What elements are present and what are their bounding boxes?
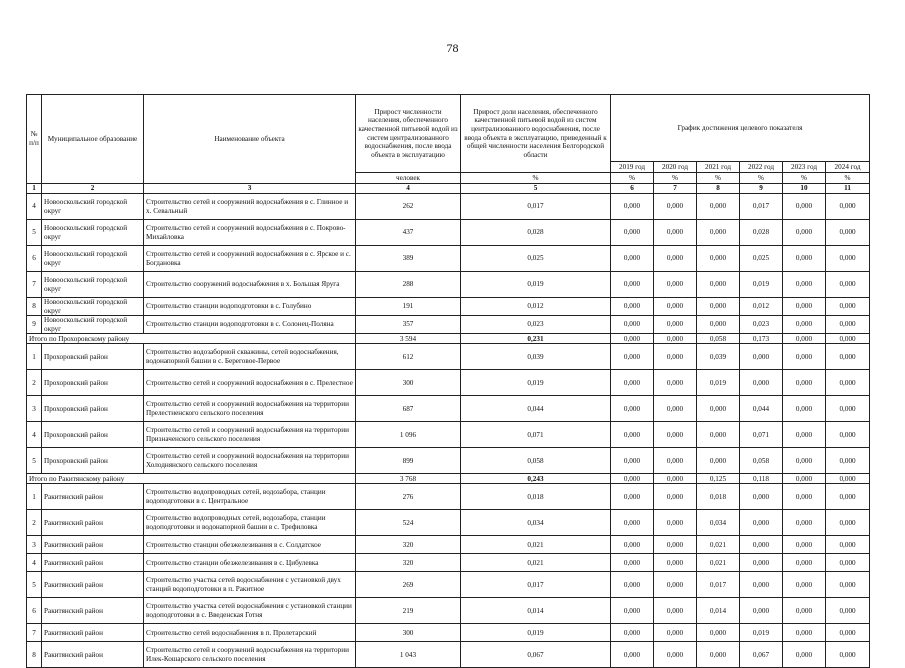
municipality-cell: Ракитянский район (42, 598, 144, 624)
object-name-cell: Строительство водопроводных сетей, водозабора, станции водоподготовки и водонапорной башни в с. Трефиловка (144, 510, 356, 536)
share-growth-cell: 0,017 (461, 572, 611, 598)
row-number: 7 (27, 624, 42, 642)
unit-percent: % (783, 173, 826, 184)
object-name-cell: Строительство сетей водоснабжения в п. Пролетарский (144, 624, 356, 642)
municipality-cell: Прохоровский район (42, 448, 144, 474)
year-value-cell: 0,000 (611, 344, 654, 370)
unit-people: человек (356, 173, 461, 184)
year-value-cell: 0,000 (697, 246, 740, 272)
municipality-cell: Ракитянский район (42, 510, 144, 536)
year-value-cell: 0,000 (697, 448, 740, 474)
year-value-cell: 0,000 (783, 298, 826, 316)
table-row (27, 448, 870, 474)
municipality-cell: Ракитянский район (42, 642, 144, 668)
population-growth-cell: 276 (356, 484, 461, 510)
object-name-cell: Строительство сетей и сооружений водоснабжения в с. Ярское и с. Богдановка (144, 246, 356, 272)
year-value-cell: 0,000 (826, 194, 870, 220)
year-value-cell: 0,000 (740, 598, 783, 624)
total-label: Итого по Прохоровскому району (27, 334, 356, 344)
object-name-cell: Строительство сетей и сооружений водоснабжения на территории Прелестненского сельского поселения (144, 396, 356, 422)
year-value-cell: 0,017 (740, 194, 783, 220)
year-value-cell: 0,000 (783, 316, 826, 334)
year-value-cell: 0,014 (697, 598, 740, 624)
year-value-cell: 0,000 (697, 272, 740, 298)
year-value-cell: 0,000 (740, 572, 783, 598)
share-growth-cell: 0,018 (461, 484, 611, 510)
table-row (27, 422, 870, 448)
year-value-cell: 0,000 (783, 642, 826, 668)
table-row (27, 298, 870, 316)
population-growth-cell: 300 (356, 370, 461, 396)
year-value-cell: 0,000 (826, 536, 870, 554)
year-value-cell: 0,000 (783, 510, 826, 536)
population-growth-cell: 389 (356, 246, 461, 272)
row-number: 3 (27, 536, 42, 554)
table-row (27, 572, 870, 598)
municipality-cell: Прохоровский район (42, 344, 144, 370)
total-year-value: 0,118 (740, 474, 783, 484)
total-year-value: 0,058 (697, 334, 740, 344)
year-value-cell: 0,071 (740, 422, 783, 448)
total-year-value: 0,000 (826, 334, 870, 344)
year-value-cell: 0,000 (611, 422, 654, 448)
table-row (27, 246, 870, 272)
year-value-cell: 0,000 (611, 298, 654, 316)
year-value-cell: 0,000 (654, 624, 697, 642)
share-growth-cell: 0,067 (461, 642, 611, 668)
year-value-cell: 0,000 (697, 194, 740, 220)
municipality-cell: Новооскольский городской округ (42, 246, 144, 272)
year-value-cell: 0,000 (783, 624, 826, 642)
municipality-cell: Прохоровский район (42, 422, 144, 448)
year-value-cell: 0,000 (654, 642, 697, 668)
unit-percent: % (654, 173, 697, 184)
year-value-cell: 0,000 (654, 194, 697, 220)
year-value-cell: 0,000 (826, 246, 870, 272)
year-value-cell: 0,000 (826, 344, 870, 370)
year-value-cell: 0,000 (783, 484, 826, 510)
population-growth-cell: 219 (356, 598, 461, 624)
total-share: 0,231 (461, 334, 611, 344)
year-value-cell: 0,021 (697, 554, 740, 572)
share-growth-cell: 0,034 (461, 510, 611, 536)
row-number: 5 (27, 220, 42, 246)
total-year-value: 0,000 (611, 474, 654, 484)
year-value-cell: 0,000 (611, 484, 654, 510)
year-value-cell: 0,000 (654, 598, 697, 624)
table-row (27, 272, 870, 298)
share-growth-cell: 0,017 (461, 194, 611, 220)
population-growth-cell: 524 (356, 510, 461, 536)
column-number: 5 (461, 184, 611, 194)
year-value-cell: 0,000 (654, 298, 697, 316)
year-value-cell: 0,000 (826, 598, 870, 624)
year-value-cell: 0,000 (654, 536, 697, 554)
year-value-cell: 0,000 (783, 554, 826, 572)
total-label: Итого по Ракитянскому району (27, 474, 356, 484)
year-value-cell: 0,000 (611, 194, 654, 220)
year-value-cell: 0,000 (611, 536, 654, 554)
row-number: 6 (27, 246, 42, 272)
year-value-cell: 0,000 (783, 272, 826, 298)
year-value-cell: 0,000 (783, 598, 826, 624)
total-population: 3 768 (356, 474, 461, 484)
year-value-cell: 0,000 (654, 246, 697, 272)
population-growth-cell: 612 (356, 344, 461, 370)
total-row (27, 474, 870, 484)
column-number: 7 (654, 184, 697, 194)
year-value-cell: 0,000 (783, 220, 826, 246)
header-year: 2021 год (697, 162, 740, 173)
total-year-value: 0,000 (783, 334, 826, 344)
row-number: 1 (27, 484, 42, 510)
population-growth-cell: 357 (356, 316, 461, 334)
column-number: 3 (144, 184, 356, 194)
header-num: № п/п (27, 95, 42, 184)
year-value-cell: 0,000 (654, 272, 697, 298)
year-value-cell: 0,000 (783, 194, 826, 220)
row-number: 8 (27, 298, 42, 316)
target-indicator-table (26, 94, 870, 668)
year-value-cell: 0,000 (826, 510, 870, 536)
row-number: 2 (27, 510, 42, 536)
year-value-cell: 0,000 (826, 316, 870, 334)
share-growth-cell: 0,023 (461, 316, 611, 334)
column-number: 1 (27, 184, 42, 194)
year-value-cell: 0,000 (611, 220, 654, 246)
table-row (27, 624, 870, 642)
row-number: 4 (27, 194, 42, 220)
year-value-cell: 0,000 (697, 642, 740, 668)
municipality-cell: Прохоровский район (42, 370, 144, 396)
table-row (27, 344, 870, 370)
municipality-cell: Новооскольский городской округ (42, 272, 144, 298)
header-population-growth: Прирост численности населения, обеспеченного качественной питьевой водой из систем централизованного водоснабжения, после ввода объекта в эксплуатацию (356, 95, 461, 173)
year-value-cell: 0,000 (654, 370, 697, 396)
municipality-cell: Новооскольский городской округ (42, 298, 144, 316)
object-name-cell: Строительство участка сетей водоснабжения с установкой двух станций водоподготовки в п. Ракитное (144, 572, 356, 598)
table-row (27, 194, 870, 220)
total-year-value: 0,000 (654, 474, 697, 484)
municipality-cell: Прохоровский район (42, 396, 144, 422)
table-row (27, 536, 870, 554)
year-value-cell: 0,028 (740, 220, 783, 246)
row-number: 4 (27, 554, 42, 572)
year-value-cell: 0,000 (611, 624, 654, 642)
year-value-cell: 0,000 (611, 396, 654, 422)
municipality-cell: Ракитянский район (42, 572, 144, 598)
year-value-cell: 0,000 (826, 642, 870, 668)
row-number: 3 (27, 396, 42, 422)
table-row (27, 316, 870, 334)
population-growth-cell: 899 (356, 448, 461, 474)
year-value-cell: 0,000 (740, 484, 783, 510)
year-value-cell: 0,000 (611, 598, 654, 624)
page-number: 78 (446, 41, 459, 55)
year-value-cell: 0,000 (826, 554, 870, 572)
population-growth-cell: 288 (356, 272, 461, 298)
column-number: 8 (697, 184, 740, 194)
year-value-cell: 0,000 (783, 344, 826, 370)
year-value-cell: 0,044 (740, 396, 783, 422)
year-value-cell: 0,000 (783, 370, 826, 396)
share-growth-cell: 0,025 (461, 246, 611, 272)
year-value-cell: 0,000 (826, 370, 870, 396)
year-value-cell: 0,000 (654, 448, 697, 474)
total-year-value: 0,173 (740, 334, 783, 344)
year-value-cell: 0,000 (697, 298, 740, 316)
table-row (27, 370, 870, 396)
municipality-cell: Новооскольский городской округ (42, 220, 144, 246)
year-value-cell: 0,000 (826, 572, 870, 598)
population-growth-cell: 1 096 (356, 422, 461, 448)
column-number: 9 (740, 184, 783, 194)
year-value-cell: 0,000 (611, 554, 654, 572)
population-growth-cell: 320 (356, 554, 461, 572)
year-value-cell: 0,000 (654, 316, 697, 334)
share-growth-cell: 0,044 (461, 396, 611, 422)
year-value-cell: 0,000 (826, 298, 870, 316)
share-growth-cell: 0,071 (461, 422, 611, 448)
unit-percent: % (611, 173, 654, 184)
share-growth-cell: 0,021 (461, 554, 611, 572)
population-growth-cell: 269 (356, 572, 461, 598)
year-value-cell: 0,000 (654, 422, 697, 448)
year-value-cell: 0,000 (826, 220, 870, 246)
year-value-cell: 0,000 (611, 272, 654, 298)
total-year-value: 0,125 (697, 474, 740, 484)
year-value-cell: 0,000 (826, 624, 870, 642)
object-name-cell: Строительство сетей и сооружений водоснабжения в с. Покрово-Михайловка (144, 220, 356, 246)
header-year: 2022 год (740, 162, 783, 173)
column-number: 6 (611, 184, 654, 194)
population-growth-cell: 437 (356, 220, 461, 246)
population-growth-cell: 1 043 (356, 642, 461, 668)
municipality-cell: Ракитянский район (42, 536, 144, 554)
unit-percent: % (697, 173, 740, 184)
year-value-cell: 0,000 (654, 344, 697, 370)
year-value-cell: 0,023 (740, 316, 783, 334)
row-number: 9 (27, 316, 42, 334)
year-value-cell: 0,000 (697, 316, 740, 334)
year-value-cell: 0,000 (783, 536, 826, 554)
year-value-cell: 0,000 (783, 246, 826, 272)
year-value-cell: 0,000 (740, 536, 783, 554)
header-object-name: Наименование объекта (144, 95, 356, 184)
year-value-cell: 0,000 (611, 370, 654, 396)
table-row (27, 396, 870, 422)
year-value-cell: 0,000 (654, 572, 697, 598)
object-name-cell: Строительство станции водоподготовки в с. Солонец-Поляна (144, 316, 356, 334)
year-value-cell: 0,000 (611, 642, 654, 668)
header-share-growth: Прирост доли населения, обеспеченного качественной питьевой водой из систем централизованного водоснабжения, после ввода объекта в эксплуатацию, приведенный к общей численности населения Белгородской области (461, 95, 611, 173)
year-value-cell: 0,000 (611, 572, 654, 598)
municipality-cell: Ракитянский район (42, 554, 144, 572)
object-name-cell: Строительство сетей и сооружений водоснабжения на территории Илек-Кошарского сельского поселения (144, 642, 356, 668)
year-value-cell: 0,000 (826, 272, 870, 298)
object-name-cell: Строительство участка сетей водоснабжения с установкой станции водоподготовки в с. Введенская Готня (144, 598, 356, 624)
header-year: 2024 год (826, 162, 870, 173)
column-number-row (27, 184, 870, 194)
row-number: 6 (27, 598, 42, 624)
total-year-value: 0,000 (654, 334, 697, 344)
total-row (27, 334, 870, 344)
object-name-cell: Строительство водозаборной скважины, сетей водоснабжения, водонапорной башни в с. Береговое-Первое (144, 344, 356, 370)
year-value-cell: 0,019 (697, 370, 740, 396)
object-name-cell: Строительство станции обезжелезивания в с. Цибулевка (144, 554, 356, 572)
share-growth-cell: 0,012 (461, 298, 611, 316)
year-value-cell: 0,000 (697, 422, 740, 448)
year-value-cell: 0,000 (740, 510, 783, 536)
share-growth-cell: 0,014 (461, 598, 611, 624)
year-value-cell: 0,000 (697, 624, 740, 642)
row-number: 2 (27, 370, 42, 396)
column-number: 4 (356, 184, 461, 194)
table-row (27, 642, 870, 668)
row-number: 4 (27, 422, 42, 448)
header-year: 2023 год (783, 162, 826, 173)
year-value-cell: 0,000 (611, 246, 654, 272)
total-share: 0,243 (461, 474, 611, 484)
municipality-cell: Новооскольский городской округ (42, 194, 144, 220)
year-value-cell: 0,039 (697, 344, 740, 370)
row-number: 5 (27, 572, 42, 598)
table-row (27, 510, 870, 536)
header-schedule: График достижения целевого показателя (611, 95, 870, 162)
total-population: 3 594 (356, 334, 461, 344)
unit-percent: % (826, 173, 870, 184)
year-value-cell: 0,000 (740, 370, 783, 396)
share-growth-cell: 0,039 (461, 344, 611, 370)
year-value-cell: 0,034 (697, 510, 740, 536)
municipality-cell: Новооскольский городской округ (42, 316, 144, 334)
year-value-cell: 0,000 (654, 396, 697, 422)
population-growth-cell: 262 (356, 194, 461, 220)
year-value-cell: 0,000 (611, 448, 654, 474)
year-value-cell: 0,025 (740, 246, 783, 272)
year-value-cell: 0,000 (826, 396, 870, 422)
municipality-cell: Ракитянский район (42, 624, 144, 642)
object-name-cell: Строительство сетей и сооружений водоснабжения на территории Холоднянского сельского поселения (144, 448, 356, 474)
row-number: 5 (27, 448, 42, 474)
year-value-cell: 0,058 (740, 448, 783, 474)
column-number: 10 (783, 184, 826, 194)
object-name-cell: Строительство станции обезжелезивания в с. Солдатское (144, 536, 356, 554)
object-name-cell: Строительство сооружений водоснабжения в х. Большая Яруга (144, 272, 356, 298)
year-value-cell: 0,000 (697, 220, 740, 246)
year-value-cell: 0,000 (611, 510, 654, 536)
population-growth-cell: 300 (356, 624, 461, 642)
year-value-cell: 0,000 (740, 344, 783, 370)
object-name-cell: Строительство сетей и сооружений водоснабжения в с. Прелестное (144, 370, 356, 396)
table-row (27, 484, 870, 510)
total-year-value: 0,000 (826, 474, 870, 484)
municipality-cell: Ракитянский район (42, 484, 144, 510)
column-number: 2 (42, 184, 144, 194)
year-value-cell: 0,000 (783, 448, 826, 474)
year-value-cell: 0,017 (697, 572, 740, 598)
year-value-cell: 0,000 (697, 396, 740, 422)
share-growth-cell: 0,021 (461, 536, 611, 554)
share-growth-cell: 0,019 (461, 272, 611, 298)
year-value-cell: 0,000 (654, 554, 697, 572)
share-growth-cell: 0,019 (461, 624, 611, 642)
year-value-cell: 0,000 (654, 510, 697, 536)
row-number: 1 (27, 344, 42, 370)
share-growth-cell: 0,028 (461, 220, 611, 246)
header-year: 2019 год (611, 162, 654, 173)
year-value-cell: 0,000 (783, 396, 826, 422)
year-value-cell: 0,019 (740, 624, 783, 642)
table-body (27, 184, 870, 668)
unit-percent: % (461, 173, 611, 184)
table-row (27, 554, 870, 572)
total-year-value: 0,000 (783, 474, 826, 484)
column-number: 11 (826, 184, 870, 194)
header-municipality: Муниципальное образование (42, 95, 144, 184)
year-value-cell: 0,019 (740, 272, 783, 298)
total-year-value: 0,000 (611, 334, 654, 344)
table-row (27, 598, 870, 624)
year-value-cell: 0,000 (826, 448, 870, 474)
unit-percent: % (740, 173, 783, 184)
share-growth-cell: 0,019 (461, 370, 611, 396)
population-growth-cell: 687 (356, 396, 461, 422)
share-growth-cell: 0,058 (461, 448, 611, 474)
year-value-cell: 0,000 (740, 554, 783, 572)
year-value-cell: 0,000 (783, 422, 826, 448)
object-name-cell: Строительство водопроводных сетей, водозабора, станции водоподготовки в с. Центральное (144, 484, 356, 510)
year-value-cell: 0,021 (697, 536, 740, 554)
year-value-cell: 0,000 (654, 484, 697, 510)
header-year: 2020 год (654, 162, 697, 173)
year-value-cell: 0,012 (740, 298, 783, 316)
row-number: 7 (27, 272, 42, 298)
population-growth-cell: 320 (356, 536, 461, 554)
year-value-cell: 0,000 (611, 316, 654, 334)
table-row (27, 220, 870, 246)
year-value-cell: 0,018 (697, 484, 740, 510)
object-name-cell: Строительство сетей и сооружений водоснабжения в с. Глинное и х. Севальный (144, 194, 356, 220)
year-value-cell: 0,000 (783, 572, 826, 598)
population-growth-cell: 191 (356, 298, 461, 316)
object-name-cell: Строительство станции водоподготовки в с. Голубино (144, 298, 356, 316)
row-number: 8 (27, 642, 42, 668)
year-value-cell: 0,000 (654, 220, 697, 246)
year-value-cell: 0,000 (826, 484, 870, 510)
object-name-cell: Строительство сетей и сооружений водоснабжения на территории Призначенского сельского поселения (144, 422, 356, 448)
year-value-cell: 0,000 (826, 422, 870, 448)
year-value-cell: 0,067 (740, 642, 783, 668)
